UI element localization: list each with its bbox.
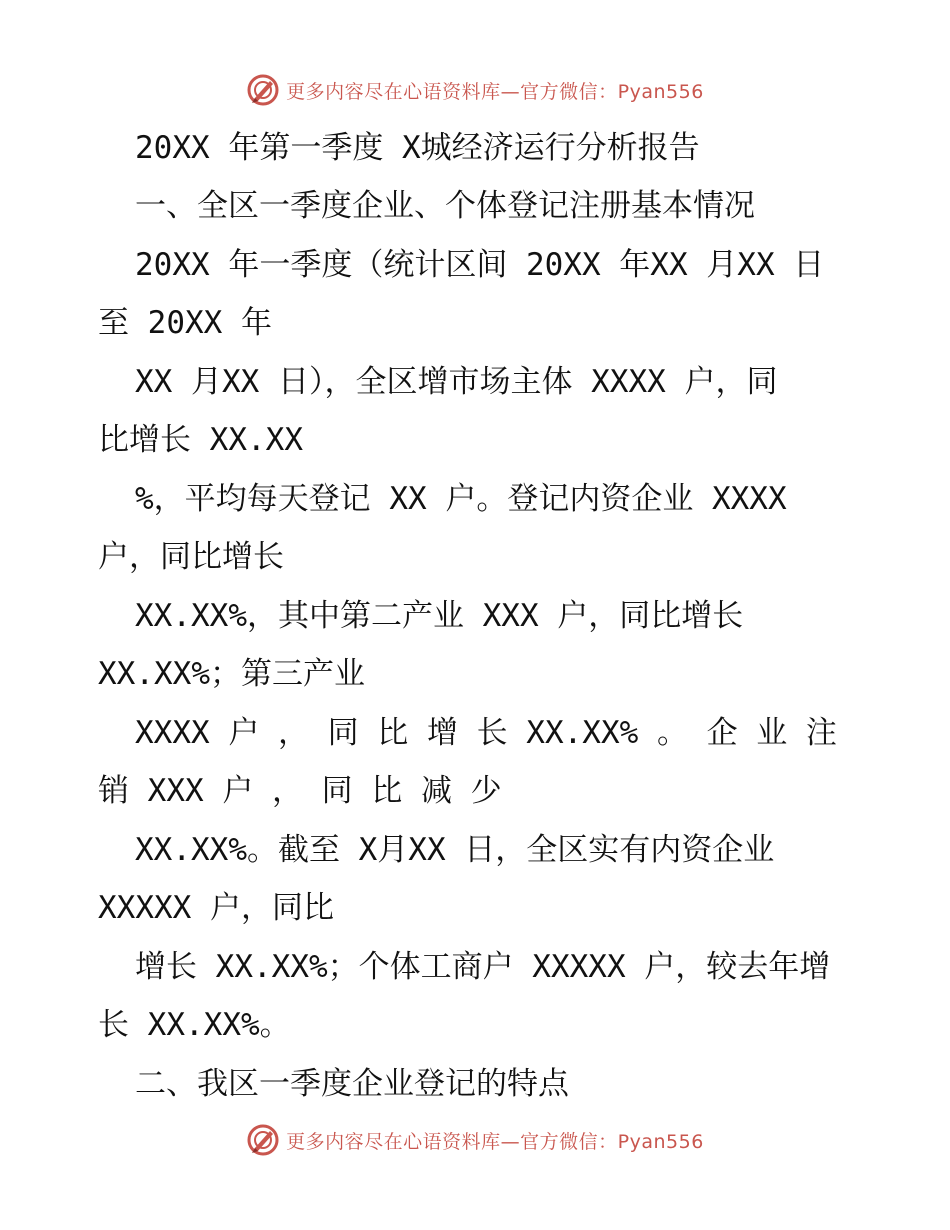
paragraph-line: 比增长 XX.XX bbox=[98, 422, 303, 458]
paragraph-line: XX 月XX 日），全区增市场主体 XXXX 户，同 bbox=[135, 364, 778, 400]
paragraph-line: 增长 XX.XX%；个体工商户 XXXXX 户，较去年增 bbox=[135, 949, 831, 985]
paragraph-line: 销 XXX 户 ， 同 比 减 少 bbox=[98, 773, 502, 809]
pen-circle-logo-icon bbox=[246, 1123, 280, 1157]
paragraph-line: XXXXX 户，同比 bbox=[98, 890, 334, 926]
section-heading-1: 一、全区一季度企业、个体登记注册基本情况 bbox=[135, 188, 755, 224]
watermark-text: 更多内容尽在心语资料库—官方微信：Pyan556 bbox=[286, 1130, 704, 1153]
paragraph-line: 至 20XX 年 bbox=[98, 305, 272, 341]
paragraph-line: 20XX 年一季度（统计区间 20XX 年XX 月XX 日 bbox=[135, 247, 825, 283]
watermark-banner-bottom bbox=[0, 1120, 950, 1160]
paragraph-line: %，平均每天登记 XX 户。登记内资企业 XXXX bbox=[135, 481, 787, 517]
section-heading-2: 二、我区一季度企业登记的特点 bbox=[135, 1066, 569, 1102]
paragraph-line: XXXX 户 ， 同 比 增 长 XX.XX% 。 企 业 注 bbox=[135, 715, 837, 751]
paragraph-line: 长 XX.XX%。 bbox=[98, 1007, 291, 1043]
watermark-text: 更多内容尽在心语资料库—官方微信：Pyan556 bbox=[286, 80, 704, 103]
paragraph-line: XX.XX%；第三产业 bbox=[98, 656, 365, 692]
document-title: 20XX 年第一季度 X城经济运行分析报告 bbox=[135, 130, 700, 166]
paragraph-line: XX.XX%。截至 X月XX 日，全区实有内资企业 bbox=[135, 832, 775, 868]
paragraph-line: XX.XX%，其中第二产业 XXX 户，同比增长 bbox=[135, 598, 744, 634]
paragraph-line: 户，同比增长 bbox=[98, 539, 284, 575]
